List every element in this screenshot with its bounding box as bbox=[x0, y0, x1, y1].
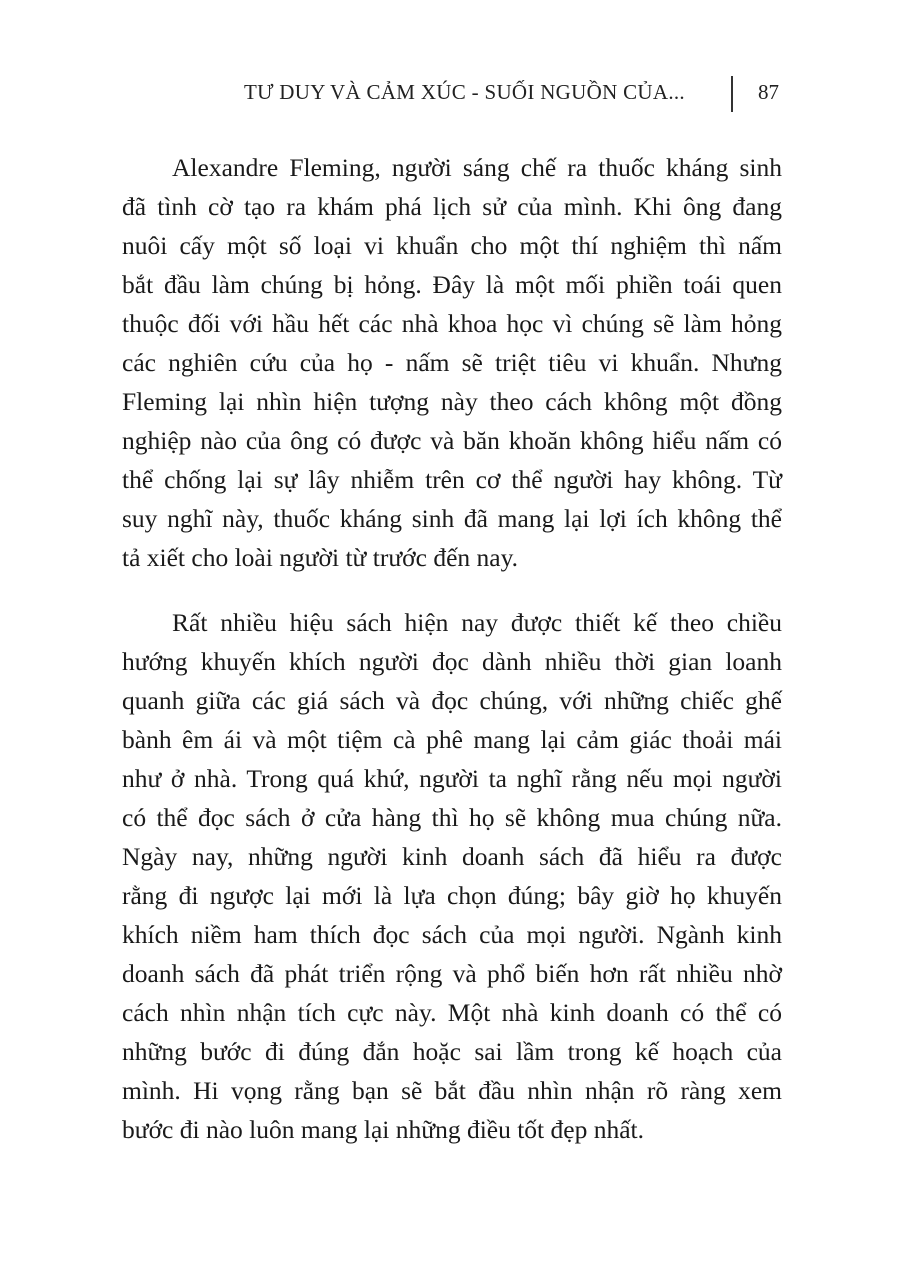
text-line: tả xiết cho loài người từ trước đến nay. bbox=[122, 543, 519, 572]
text-line: đã tình cờ tạo ra khám phá lịch sử của mình. Khi ông đang bbox=[122, 192, 782, 221]
text-line: suy nghĩ này, thuốc kháng sinh đã mang lại lợi ích không thể bbox=[122, 504, 782, 533]
text-line: rằng đi ngược lại mới là lựa chọn đúng; bây giờ họ khuyến bbox=[122, 881, 782, 910]
text-line: bắt đầu làm chúng bị hỏng. Đây là một mối phiền toái quen bbox=[122, 270, 782, 299]
text-line: cách nhìn nhận tích cực này. Một nhà kinh doanh có thể có bbox=[122, 998, 782, 1027]
body-text bbox=[122, 148, 782, 1175]
text-line: nuôi cấy một số loại vi khuẩn cho một thí nghiệm thì nấm bbox=[122, 231, 782, 260]
running-header bbox=[230, 76, 790, 116]
text-line: khích niềm ham thích đọc sách của mọi người. Ngành kinh bbox=[122, 920, 782, 949]
paragraph-2 bbox=[122, 603, 782, 1149]
text-line: thuộc đối với hầu hết các nhà khoa học vì chúng sẽ làm hỏng bbox=[122, 309, 782, 338]
text-line: quanh giữa các giá sách và đọc chúng, với những chiếc ghế bbox=[122, 686, 782, 715]
text-line: doanh sách đã phát triển rộng và phổ biến hơn rất nhiều nhờ bbox=[122, 959, 782, 988]
paragraph-1 bbox=[122, 148, 782, 577]
text-line: nghiệp nào của ông có được và băn khoăn không hiểu nấm có bbox=[122, 426, 782, 455]
header-divider bbox=[731, 76, 733, 112]
text-line: có thể đọc sách ở cửa hàng thì họ sẽ không mua chúng nữa. bbox=[122, 803, 782, 832]
text-line: Alexandre Fleming, người sáng chế ra thuốc kháng sinh bbox=[172, 153, 782, 182]
text-line: thể chống lại sự lây nhiễm trên cơ thể người hay không. Từ bbox=[122, 465, 782, 494]
text-line: Fleming lại nhìn hiện tượng này theo cách không một đồng bbox=[122, 387, 782, 416]
text-line: bành êm ái và một tiệm cà phê mang lại cảm giác thoải mái bbox=[122, 725, 782, 754]
text-line: Rất nhiều hiệu sách hiện nay được thiết kế theo chiều bbox=[172, 608, 782, 637]
running-title: TƯ DUY VÀ CẢM XÚC - SUỐI NGUỒN CỦA... bbox=[244, 80, 685, 104]
text-line: như ở nhà. Trong quá khứ, người ta nghĩ rằng nếu mọi người bbox=[122, 764, 782, 793]
text-line: hướng khuyến khích người đọc dành nhiều thời gian loanh bbox=[122, 647, 782, 676]
page-number: 87 bbox=[758, 80, 779, 104]
text-line: Ngày nay, những người kinh doanh sách đã hiểu ra được bbox=[122, 842, 782, 871]
text-line: những bước đi đúng đắn hoặc sai lầm trong kế hoạch của bbox=[122, 1037, 782, 1066]
text-line: bước đi nào luôn mang lại những điều tốt đẹp nhất. bbox=[122, 1115, 644, 1144]
text-line: các nghiên cứu của họ - nấm sẽ triệt tiêu vi khuẩn. Nhưng bbox=[122, 348, 782, 377]
text-line: mình. Hi vọng rằng bạn sẽ bắt đầu nhìn nhận rõ ràng xem bbox=[122, 1076, 782, 1105]
